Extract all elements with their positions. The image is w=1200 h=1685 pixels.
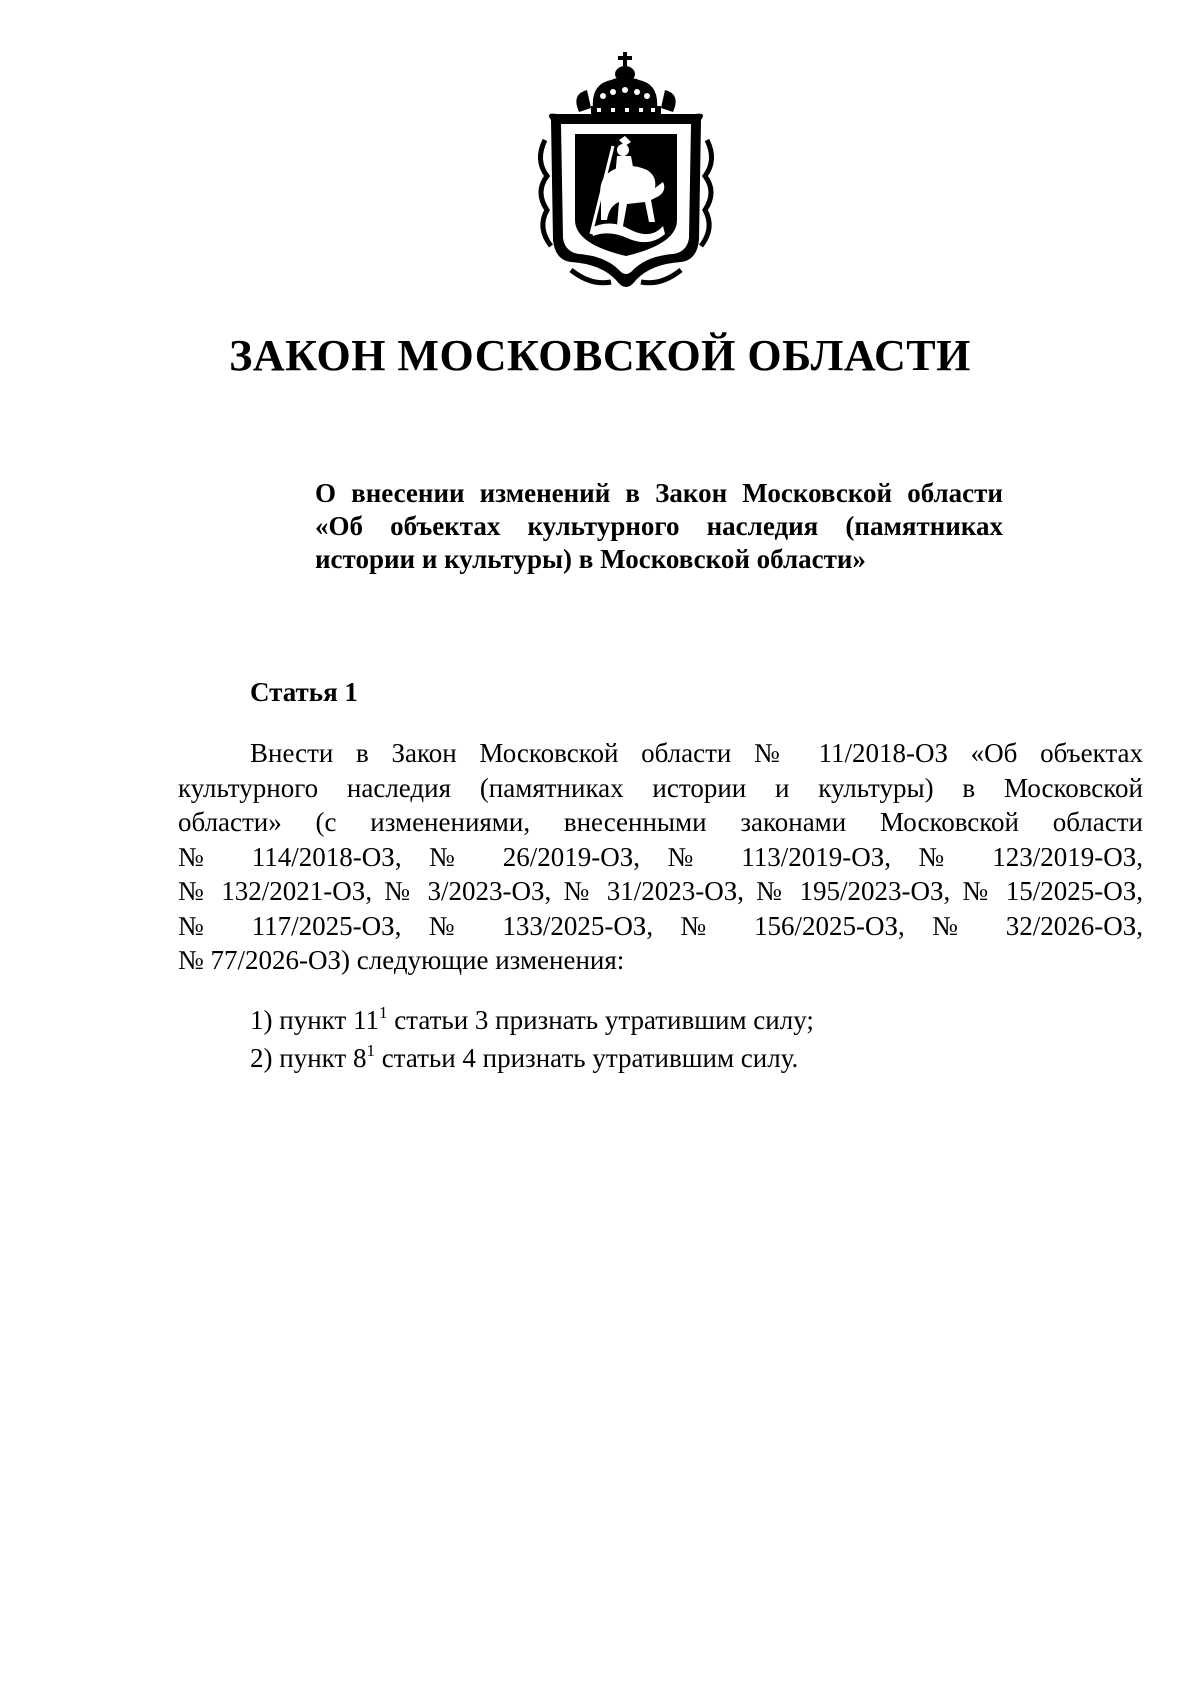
body-line: культурного наследия (памятниках истории и культуры) в Московской (178, 772, 1143, 803)
amendment-list (250, 1001, 814, 1077)
item-suffix: статьи 3 признать утратившим силу; (387, 1005, 814, 1035)
item-superscript: 1 (378, 1003, 388, 1022)
coat-of-arms-emblem (531, 50, 721, 300)
body-line: № 117/2025-ОЗ, № 133/2025-ОЗ, № 156/2025-ОЗ, № 32/2026-ОЗ, (178, 910, 1143, 941)
amendment-item (250, 1039, 814, 1077)
body-line: № 114/2018-ОЗ, № 26/2019-ОЗ, № 113/2019-ОЗ, № 123/2019-ОЗ, (178, 841, 1143, 872)
subject-line: истории и культуры) в Московской области» (315, 544, 866, 574)
article-heading: Статья 1 (250, 677, 358, 707)
law-subject (315, 477, 1003, 576)
item-superscript: 1 (366, 1041, 375, 1060)
item-suffix: статьи 4 признать утратившим силу. (374, 1043, 799, 1073)
subject-line: О внесении изменений в Закон Московской области (315, 478, 1003, 508)
item-prefix: 2) пункт 8 (250, 1043, 367, 1073)
article-body (178, 736, 1143, 978)
body-line: № 132/2021-ОЗ, № 3/2023-ОЗ, № 31/2023-ОЗ, № 195/2023-ОЗ, № 15/2025-ОЗ, (178, 876, 1143, 906)
body-line: области» (с изменениями, внесенными законами Московской области (178, 807, 1143, 837)
subject-line: «Об объектах культурного наследия (памятниках (315, 511, 1003, 541)
item-prefix: 1) пункт 11 (250, 1005, 379, 1035)
body-line: Внести в Закон Московской области № 11/2018-ОЗ «Об объектах (250, 738, 1143, 768)
amendment-item (250, 1001, 814, 1039)
coat-of-arms-icon (531, 50, 721, 300)
body-line: № 77/2026-ОЗ) следующие изменения: (178, 945, 625, 975)
document-title: ЗАКОН МОСКОВСКОЙ ОБЛАСТИ (229, 331, 971, 380)
